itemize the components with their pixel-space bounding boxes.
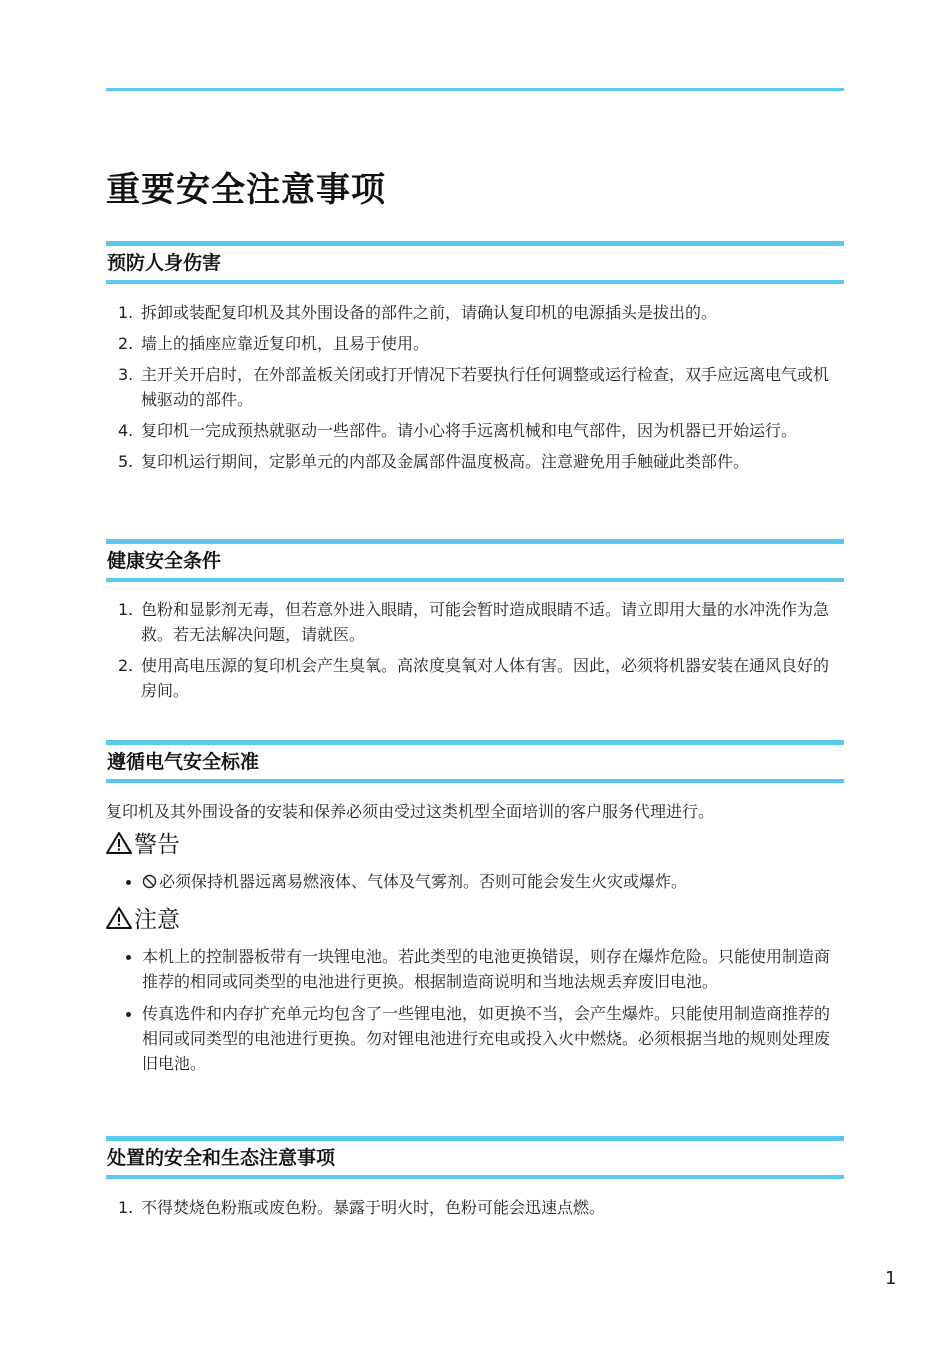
disposal-list bbox=[118, 1195, 844, 1226]
section-bottom-bar bbox=[106, 578, 844, 582]
item-number: 1. bbox=[118, 600, 134, 619]
list-item bbox=[118, 597, 844, 647]
warning-heading bbox=[106, 830, 180, 860]
electrical-intro: 复印机及其外围设备的安装和保养必须由受过这类机型全面培训的客户服务代理进行。 bbox=[106, 802, 715, 821]
item-text: 色粉和显影剂无毒，但若意外进入眼睛，可能会暂时造成眼睛不适。请立即用大量的水冲洗作为急救。若无法解决问题，请就医。 bbox=[141, 600, 830, 644]
item-number: 4. bbox=[118, 421, 134, 440]
item-number: 5. bbox=[118, 452, 134, 471]
list-item bbox=[126, 1001, 844, 1076]
top-rule bbox=[106, 88, 844, 91]
item-text: 复印机运行期间，定影单元的内部及金属部件温度极高。注意避免用手触碰此类部件。 bbox=[141, 452, 750, 471]
bullet-dot bbox=[126, 955, 131, 960]
prohibited-icon bbox=[142, 874, 157, 889]
warning-list bbox=[126, 869, 844, 901]
list-item bbox=[118, 418, 844, 443]
caution-heading bbox=[106, 905, 180, 935]
injury-list bbox=[118, 300, 844, 480]
list-item bbox=[118, 331, 844, 356]
item-text: 本机上的控制器板带有一块锂电池。若此类型的电池更换错误，则存在爆炸危险。只能使用制造商推荐的相同或同类型的电池进行更换。根据制造商说明和当地法规丢弃废旧电池。 bbox=[142, 947, 831, 991]
item-number: 1. bbox=[118, 1198, 134, 1217]
item-text: 使用高电压源的复印机会产生臭氧。高浓度臭氧对人体有害。因此，必须将机器安装在通风良好的房间。 bbox=[141, 656, 830, 700]
caution-label: 注意 bbox=[134, 907, 180, 933]
section-bottom-bar bbox=[106, 779, 844, 783]
item-text: 必须保持机器远离易燃液体、气体及气雾剂。否则可能会发生火灾或爆炸。 bbox=[159, 872, 688, 891]
section-title: 处置的安全和生态注意事项 bbox=[107, 1147, 336, 1169]
caution-list bbox=[126, 944, 844, 1083]
item-text: 主开关开启时，在外部盖板关闭或打开情况下若要执行任何调整或运行检查，双手应远离电气或机械驱动的部件。 bbox=[141, 365, 830, 409]
item-number: 2. bbox=[118, 656, 134, 675]
caution-triangle-icon bbox=[106, 906, 132, 930]
list-item bbox=[118, 449, 844, 474]
item-text: 墙上的插座应靠近复印机，且易于使用。 bbox=[141, 334, 430, 353]
list-item bbox=[118, 362, 844, 412]
section-title: 健康安全条件 bbox=[107, 550, 222, 572]
bullet-dot bbox=[126, 880, 131, 885]
section-header-electrical bbox=[106, 740, 844, 783]
item-text: 复印机一完成预热就驱动一些部件。请小心将手远离机械和电气部件，因为机器已开始运行。 bbox=[141, 421, 798, 440]
list-item bbox=[126, 869, 844, 894]
section-bottom-bar bbox=[106, 1175, 844, 1179]
item-number: 2. bbox=[118, 334, 134, 353]
item-text: 传真选件和内存扩充单元均包含了一些锂电池，如更换不当，会产生爆炸。只能使用制造商推荐的相同或同类型的电池进行更换。勿对锂电池进行充电或投入火中燃烧。必须根据当地的规则处理废旧电池。 bbox=[142, 1004, 831, 1073]
warning-label: 警告 bbox=[134, 832, 180, 858]
section-header-health bbox=[106, 539, 844, 582]
section-bottom-bar bbox=[106, 280, 844, 284]
item-number: 3. bbox=[118, 365, 134, 384]
item-text: 不得焚烧色粉瓶或废色粉。暴露于明火时，色粉可能会迅速点燃。 bbox=[141, 1198, 606, 1217]
list-item bbox=[118, 300, 844, 325]
health-list bbox=[118, 597, 844, 709]
section-title: 预防人身伤害 bbox=[107, 252, 222, 274]
section-header-disposal bbox=[106, 1136, 844, 1179]
bullet-dot bbox=[126, 1012, 131, 1017]
list-item bbox=[118, 1195, 844, 1220]
warning-triangle-icon bbox=[106, 831, 132, 855]
item-number: 1. bbox=[118, 303, 134, 322]
list-item bbox=[118, 653, 844, 703]
section-header-injury bbox=[106, 241, 844, 284]
page-number: 1 bbox=[885, 1268, 897, 1289]
list-item bbox=[126, 944, 844, 994]
section-title: 遵循电气安全标准 bbox=[107, 751, 260, 773]
item-text: 拆卸或装配复印机及其外围设备的部件之前，请确认复印机的电源插头是拔出的。 bbox=[141, 303, 718, 322]
page-title: 重要安全注意事项 bbox=[106, 170, 386, 210]
